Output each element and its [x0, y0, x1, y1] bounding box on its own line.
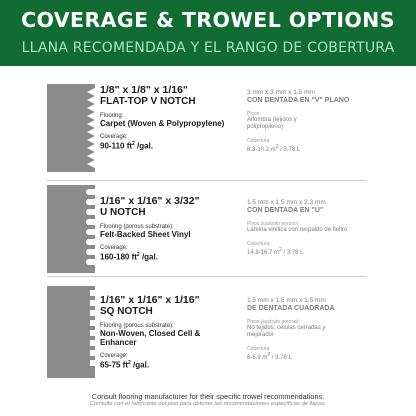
coverage-value-es: 14.8-16.7 $m^2 / 3.78$ L: [247, 247, 304, 256]
coverage-value: 160-180 $ft^2$ /gal.: [100, 252, 158, 262]
flat-top-v-notch-trowel-icon: [47, 84, 95, 172]
coverage-label: Coverage:: [100, 245, 128, 251]
flooring-label-es: Pisos:: [247, 111, 261, 117]
flooring-label-es: Pisos (sustrato poroso):: [247, 221, 300, 227]
u-notch-trowel-icon: [47, 185, 95, 273]
trowel-section-square-notch: [0, 280, 416, 390]
coverage-value-es: 6-6.9 $m^2 / 3.78$ L: [247, 352, 292, 361]
trowel-name-es: CON DENTADA EN "V" PLANO: [247, 97, 350, 104]
trowel-section-u-notch: [0, 183, 416, 273]
flooring-value: Non-Woven, Closed Cell & Enhancer: [100, 329, 201, 347]
trowel-name: SQ NOTCH: [100, 306, 153, 317]
flooring-label: Flooring:: [100, 113, 124, 119]
section-divider: [47, 180, 367, 181]
header-banner: [0, 0, 416, 66]
trowel-size: 1/16" x 1/16" x 3/32": [100, 195, 200, 207]
trowel-size-es: 3 mm x 3 mm x 1.5 mm: [247, 89, 315, 96]
coverage-label-es: Cobertura:: [247, 346, 271, 352]
flooring-value-es: No tejidos, células cerradas y mejorador: [247, 325, 326, 338]
flooring-value-es: Alfombra (tejidos y polipropileno): [247, 117, 297, 130]
coverage-value-es: 8.3-10.2 $m^2 / 3.78$ L: [247, 144, 301, 153]
square-notch-trowel-icon: [47, 286, 95, 378]
coverage-label-es: Cobertura:: [247, 138, 271, 144]
flooring-value: Felt-Backed Sheet Vinyl: [100, 230, 191, 239]
trowel-name: U NOTCH: [100, 207, 146, 218]
page-title: COVERAGE & TROWEL OPTIONS: [21, 8, 395, 32]
trowel-name-es: DE DENTADA CUADRADA: [247, 305, 335, 312]
flooring-label: Flooring (porous substrate):: [100, 224, 174, 230]
trowel-size: 1/16" x 1/16" x 1/16": [100, 294, 200, 306]
section-divider: [47, 276, 367, 277]
footer-note: Consult flooring manufacturer for their specific trowel recommendations.: [91, 392, 325, 401]
coverage-label: Coverage:: [100, 134, 128, 140]
coverage-value: 65-75 $ft^2$ /gal.: [100, 360, 150, 370]
trowel-size-es: 1.5 mm x 1,5 mm x 2.3 mm: [247, 199, 326, 206]
flooring-label-es: Pisos (sustrato poroso):: [247, 319, 300, 325]
trowel-name: FLAT-TOP V NOTCH: [100, 96, 196, 107]
coverage-label-es: Cobertura:: [247, 241, 271, 247]
flooring-label: Flooring (porous substrate):: [100, 323, 174, 329]
trowel-size-es: 1.5 mm x 1,5 mm x 1.5 mm: [247, 297, 326, 304]
flooring-value: Carpet (Woven & Polypropylene): [100, 119, 225, 128]
page-subtitle: LLANA RECOMENDADA Y EL RANGO DE COBERTURA: [21, 40, 395, 56]
coverage-value: 90-110 $ft^2$ /gal.: [100, 141, 154, 151]
trowel-section-flat-top-v: [0, 74, 416, 174]
flooring-value-es: Lámina vinílica con respaldo de fieltro: [247, 227, 348, 233]
coverage-label: Coverage:: [100, 353, 128, 359]
trowel-name-es: CON DENTADA EN "U": [247, 207, 324, 214]
trowel-size: 1/8" x 1/8" x 1/16": [100, 84, 188, 96]
footer-note-es: Consulte con el fabricante del piso para obtener las recomendaciones específicas de llanas.: [89, 401, 327, 407]
